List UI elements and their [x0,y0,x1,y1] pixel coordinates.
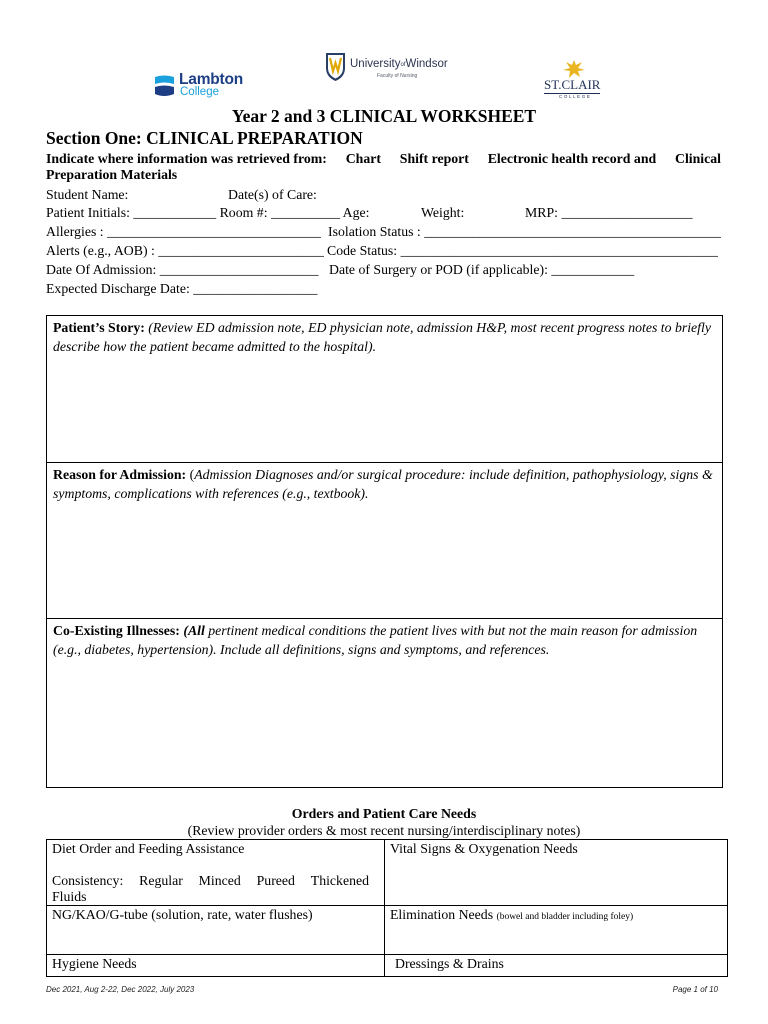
admission-date-group [46,261,319,279]
st-clair-figure-icon [563,60,585,78]
section-title: Section One: CLINICAL PREPARATION [46,128,363,148]
isolation-status-group [328,223,721,241]
windsor-shield-icon [325,52,346,82]
dressings-cell [384,955,727,976]
consistency-option-minced: Minced [198,873,241,888]
patient-room-age-group [46,204,370,222]
reason-for-admission-open-paren: ( [189,467,195,482]
orders-title: Orders and Patient Care Needs [291,806,477,821]
source-option-chart: Chart [345,151,381,166]
windsor-wordmark-of: of [400,62,406,68]
patient-initials-blank: ____________ [133,205,217,220]
code-status-label: Code Status: [327,243,398,258]
form-line-dates [0,261,768,279]
alerts-label: Alerts (e.g., AOB) : [46,243,155,258]
windsor-wordmark-university: University [350,58,401,70]
source-option-ehr: Electronic health record and [487,151,657,166]
room-blank: __________ [270,205,340,220]
allergies-group [46,223,321,241]
st-clair-logo-name: ST.CLAIR [544,77,601,92]
dressings-label: Dressings & Drains [395,956,504,971]
lambton-mark-icon [155,74,174,98]
co-existing-illnesses-emphasis: All [187,623,205,638]
ng-tube-label: NG/KAO/G-tube (solution, rate, water flushes) [52,907,313,922]
vital-signs-label: Vital Signs & Oxygenation Needs [390,841,578,856]
elimination-label: Elimination Needs [390,907,494,922]
consistency-option-pureed: Pureed [256,873,295,888]
isolation-status-blank: ___________________________________________ [424,224,721,239]
reason-for-admission-label: Reason for Admission: [53,467,187,482]
allergies-label: Allergies : [46,224,104,239]
hygiene-cell [47,955,384,976]
alerts-group [46,242,324,260]
orders-table [46,839,728,977]
co-existing-illnesses-box [46,619,723,788]
consistency-option-thickened: Thickened [310,873,369,888]
reason-for-admission-box [46,463,723,619]
footer-page-number: Page 1 of 10 [672,985,718,994]
source-continuation: Preparation Materials [46,167,178,182]
footer-revisions: Dec 2021, Aug 2-22, Dec 2022, July 2023 [46,985,195,994]
patient-story-label: Patient’s Story: [53,320,145,335]
vital-signs-cell [384,840,727,906]
st-clair-logo-sub: COLLEGE [559,94,592,99]
hygiene-label: Hygiene Needs [52,956,137,971]
discharge-date-group [46,280,317,298]
dates-of-care-label: Date(s) of Care: [228,187,317,202]
age-label: Age: [342,205,370,220]
patient-initials-label: Patient Initials: [46,205,130,220]
university-of-windsor-logo [325,52,346,86]
discharge-date-label: Expected Discharge Date: [46,281,190,296]
allergies-blank: _______________________________ [107,224,321,239]
co-existing-illnesses-label: Co-Existing Illnesses: [53,623,180,638]
ng-tube-cell [47,906,384,955]
lambton-college-logo [155,74,174,102]
mrp-blank: ___________________ [561,205,693,220]
surgery-date-group [329,261,634,279]
windsor-wordmark-windsor: Windsor [405,58,448,70]
source-option-shift-report: Shift report [399,151,469,166]
student-name-label: Student Name: [46,187,129,202]
form-line-allergies [0,223,768,241]
form-line-patient [0,204,768,222]
information-sources [46,151,721,167]
co-existing-illnesses-open-paren: ( [183,623,188,638]
mrp-label: MRP: [525,205,558,220]
surgery-date-blank: ____________ [551,262,635,277]
admission-date-label: Date Of Admission: [46,262,157,277]
lambton-logo-name: Lambton [179,71,244,88]
diet-order-label: Diet Order and Feeding Assistance [52,841,245,856]
source-prompt: Indicate where information was retrieved from: [46,151,327,166]
patient-story-box [46,315,723,463]
mrp-group [525,204,693,222]
weight-label: Weight: [421,205,465,220]
consistency-option-fluids: Fluids [52,889,87,904]
code-status-blank: ______________________________________________ [400,243,718,258]
consistency-options [52,873,369,889]
patient-story-instructions: (Review ED admission note, ED physician note, admission H&P, most recent progress notes to briefly describe how the patient became admitted to the hospital). [53,320,711,354]
code-status-group [327,242,718,260]
consistency-option-regular: Regular [139,873,183,888]
elimination-line [390,907,722,925]
orders-subtitle: (Review provider orders & most recent nursing/interdisciplinary notes) [187,823,581,838]
diet-order-cell [47,840,384,906]
form-line-discharge [0,280,768,298]
consistency-label: Consistency: [52,873,124,888]
isolation-status-label: Isolation Status : [328,224,421,239]
room-label: Room #: [219,205,268,220]
alerts-blank: ________________________ [158,243,324,258]
co-existing-illnesses-instructions: pertinent medical conditions the patient lives with but not the main reason for admission (e.g., diabetes, hypertension). Include all definitions, signs and symptoms, and references. [53,623,698,657]
lambton-logo-sub: College [180,86,219,98]
elimination-cell [384,906,727,955]
form-line-alerts [0,242,768,260]
discharge-date-blank: __________________ [193,281,318,296]
windsor-wordmark [350,56,448,72]
form-line-student [0,186,768,204]
reason-for-admission-instructions: Admission Diagnoses and/or surgical procedure: include definition, pathophysiology, signs & symptoms, complications with references (e.g., textbook). [53,467,713,501]
worksheet-title: Year 2 and 3 CLINICAL WORKSHEET [231,106,537,126]
surgery-date-label: Date of Surgery or POD (if applicable): [329,262,548,277]
elimination-note: (bowel and bladder including foley) [496,912,634,922]
admission-date-blank: _______________________ [159,262,319,277]
windsor-faculty-label: Faculty of Nursing [377,73,418,79]
source-option-clinical: Clinical [675,151,721,166]
